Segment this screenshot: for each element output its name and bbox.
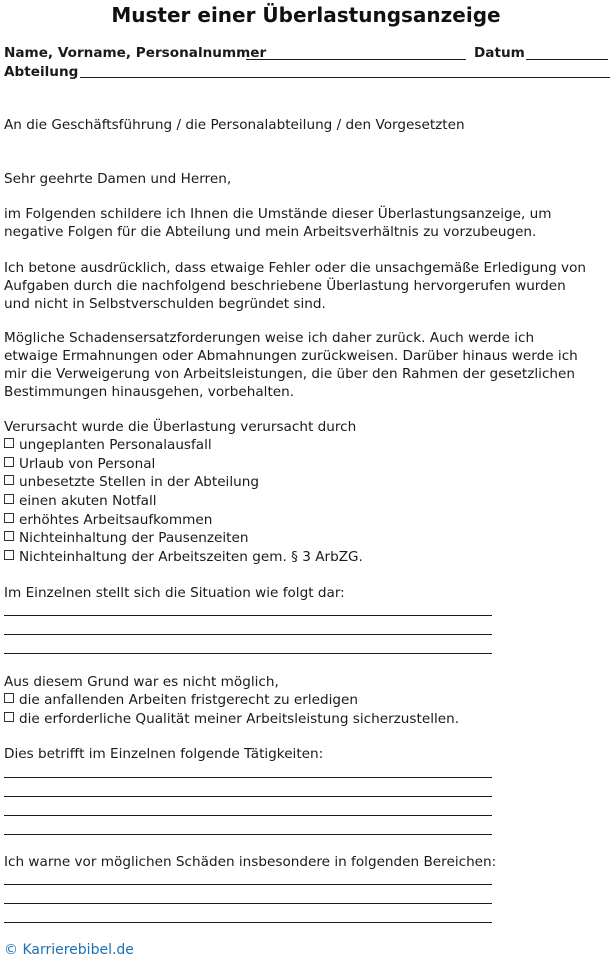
cause-label: einen akuten Notfall	[19, 493, 157, 509]
name-field-line[interactable]	[246, 59, 466, 60]
damages-write-line[interactable]	[4, 903, 492, 904]
consequences-heading: Aus diesem Grund war es nicht möglich,	[4, 674, 279, 690]
checkbox[interactable]	[4, 693, 14, 703]
paragraph1-line: im Folgenden schildere ich Ihnen die Umstände dieser Überlastungsanzeige, um	[4, 206, 552, 222]
cause-option[interactable]	[4, 455, 155, 473]
consequence-label: die erforderliche Qualität meiner Arbeitsleistung sicherzustellen.	[19, 711, 460, 727]
paragraph2-line: Ich betone ausdrücklich, dass etwaige Fehler oder die unsachgemäße Erledigung von	[4, 260, 586, 276]
situation-write-line[interactable]	[4, 653, 492, 654]
name-label: Name, Vorname, Personalnummer	[4, 45, 267, 61]
checkbox[interactable]	[4, 438, 14, 448]
paragraph3-line: mir die Verweigerung von Arbeitsleistungen, die über den Rahmen der gesetzlichen	[4, 366, 576, 382]
checkbox[interactable]	[4, 550, 14, 560]
copyright-footer: © Karrierebibel.de	[4, 942, 134, 958]
consequence-option[interactable]	[4, 710, 459, 728]
situation-write-line[interactable]	[4, 634, 492, 635]
cause-label: erhöhtes Arbeitsaufkommen	[19, 512, 213, 528]
checkbox[interactable]	[4, 457, 14, 467]
activities-write-line[interactable]	[4, 796, 492, 797]
paragraph2-line: Aufgaben durch die nachfolgend beschriebene Überlastung hervorgerufen wurden	[4, 278, 566, 294]
datum-label: Datum	[474, 45, 525, 61]
paragraph1-line: negative Folgen für die Abteilung und mein Arbeitsverhältnis zu vorzubeugen.	[4, 224, 537, 240]
cause-label: Nichteinhaltung der Pausenzeiten	[19, 530, 249, 546]
checkbox[interactable]	[4, 494, 14, 504]
situation-write-line[interactable]	[4, 615, 492, 616]
causes-heading: Verursacht wurde die Überlastung verursacht durch	[4, 419, 357, 435]
situation-heading: Im Einzelnen stellt sich die Situation wie folgt dar:	[4, 585, 345, 601]
activities-heading: Dies betrifft im Einzelnen folgende Tätigkeiten:	[4, 746, 324, 762]
cause-option[interactable]	[4, 511, 212, 529]
cause-option[interactable]	[4, 548, 363, 566]
checkbox[interactable]	[4, 531, 14, 541]
cause-label: unbesetzte Stellen in der Abteilung	[19, 474, 259, 490]
cause-label: ungeplanten Personalausfall	[19, 437, 212, 453]
paragraph3-line: Mögliche Schadensersatzforderungen weise ich daher zurück. Auch werde ich	[4, 330, 535, 346]
cause-option[interactable]	[4, 492, 157, 510]
damages-heading: Ich warne vor möglichen Schäden insbesondere in folgenden Bereichen:	[4, 854, 497, 870]
datum-field-line[interactable]	[526, 59, 608, 60]
abteilung-field-line[interactable]	[80, 77, 610, 78]
checkbox[interactable]	[4, 513, 14, 523]
cause-option[interactable]	[4, 473, 259, 491]
activities-write-line[interactable]	[4, 815, 492, 816]
damages-write-line[interactable]	[4, 884, 492, 885]
salutation: Sehr geehrte Damen und Herren,	[4, 171, 232, 187]
paragraph2-line: und nicht in Selbstverschulden begründet sind.	[4, 296, 326, 312]
recipient-line: An die Geschäftsführung / die Personalabteilung / den Vorgesetzten	[4, 117, 465, 133]
abteilung-label: Abteilung	[4, 64, 79, 80]
cause-label: Urlaub von Personal	[19, 456, 156, 472]
activities-write-line[interactable]	[4, 834, 492, 835]
activities-write-line[interactable]	[4, 777, 492, 778]
cause-option[interactable]	[4, 529, 248, 547]
checkbox[interactable]	[4, 712, 14, 722]
cause-option[interactable]	[4, 436, 212, 454]
consequence-option[interactable]	[4, 691, 358, 709]
paragraph3-line: Bestimmungen hinausgehen, vorbehalten.	[4, 384, 295, 400]
consequence-label: die anfallenden Arbeiten fristgerecht zu erledigen	[19, 692, 359, 708]
checkbox[interactable]	[4, 475, 14, 485]
damages-write-line[interactable]	[4, 922, 492, 923]
paragraph3-line: etwaige Ermahnungen oder Abmahnungen zurückweisen. Darüber hinaus werde ich	[4, 348, 578, 364]
document-title: Muster einer Überlastungsanzeige	[111, 3, 501, 27]
cause-label: Nichteinhaltung der Arbeitszeiten gem. § 3 ArbZG.	[19, 549, 363, 565]
